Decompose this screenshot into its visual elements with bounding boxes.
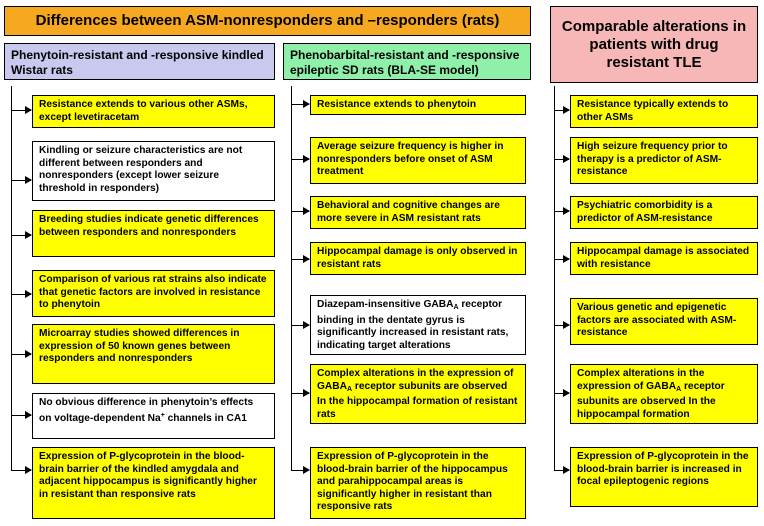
finding-box: High seizure frequency prior to therapy is a predictor of ASM-resistance: [570, 137, 758, 184]
finding-box: [310, 364, 526, 424]
finding-box: Breeding studies indicate genetic differences between responders and nonresponders: [32, 210, 275, 257]
arrow: [291, 393, 309, 394]
arrow: [554, 470, 569, 471]
finding-box: Comparison of various rat strains also indicate that genetic factors are involved in resistance to phenytoin: [32, 270, 275, 317]
box-text: Diazepam-insensitive GABA: [317, 299, 454, 310]
box-text: No obvious difference in phenytoin’s effects on voltage-dependent Na: [39, 397, 254, 424]
finding-box: Behavioral and cognitive changes are more severe in ASM resistant rats: [310, 196, 526, 229]
finding-box: Expression of P-glycoprotein in the blood-brain barrier of the kindled amygdala and adjacent hippocampus is significantly higher in resistant than responsive rats: [32, 447, 275, 519]
finding-box: Various genetic and epigenetic factors are associated with ASM-resistance: [570, 298, 758, 345]
column3-connector-line: [554, 86, 555, 470]
arrow: [11, 110, 31, 111]
right-title-text: Comparable alterations in patients with drug resistant TLE: [561, 17, 747, 71]
arrow: [291, 259, 309, 260]
finding-box: Resistance typically extends to other ASMs: [570, 95, 758, 128]
arrow: [554, 159, 569, 160]
box-text: receptor subunits are observed In the hippocampal formation: [577, 380, 725, 420]
finding-box: [570, 364, 758, 424]
box-text-sub: A: [676, 385, 682, 393]
finding-box: Psychiatric comorbidity is a predictor of ASM-resistance: [570, 196, 758, 229]
finding-box: Hippocampal damage is only observed in resistant rats: [310, 242, 526, 275]
arrow: [554, 393, 569, 394]
finding-box: Expression of P-glycoprotein in the blood-brain barrier is increased in focal epileptogenic regions: [570, 447, 758, 507]
arrow: [11, 235, 31, 236]
finding-box: Average seizure frequency is higher in nonresponders before onset of ASM treatment: [310, 137, 526, 184]
column2-connector-line: [291, 86, 292, 470]
box-text: receptor subunits are observed In the hippocampal formation of resistant rats: [317, 380, 518, 420]
arrow: [11, 354, 31, 355]
arrow: [11, 294, 31, 295]
arrow: [554, 259, 569, 260]
arrow: [554, 325, 569, 326]
arrow: [554, 110, 569, 111]
finding-box: Resistance extends to various other ASMs, except levetiracetam: [32, 95, 275, 128]
arrow: [291, 211, 309, 212]
finding-box: Expression of P-glycoprotein in the blood-brain barrier of the hippocampus and parahippocampal areas is significantly higher in resistant than responsive rats: [310, 447, 526, 519]
arrow: [554, 211, 569, 212]
arrow: [11, 470, 31, 471]
arrow: [291, 159, 309, 160]
arrow: [11, 415, 31, 416]
box-text: receptor binding in the dentate gyrus is significantly increased in resistant rats, indicating target alterations: [317, 299, 509, 351]
box-text-sub: A: [453, 304, 459, 311]
arrow: [291, 470, 309, 471]
column-header-phenobarbital: Phenobarbital-resistant and -responsive epileptic SD rats (BLA-SE model): [283, 43, 531, 80]
arrow: [291, 325, 309, 326]
box-text: Complex alterations in the expression of GABA: [577, 368, 705, 392]
finding-box: Microarray studies showed differences in expression of 50 known genes between responders and nonresponders: [32, 324, 275, 384]
finding-box: Resistance extends to phenytoin: [310, 95, 526, 115]
finding-box: Kindling or seizure characteristics are not different between responders and nonresponders (except lower seizure threshold in responders): [32, 141, 275, 201]
finding-box: [32, 393, 275, 439]
box-text-sub: A: [347, 385, 353, 393]
arrow: [291, 104, 309, 105]
box-text: Complex alterations in the expression of GABA: [317, 368, 514, 392]
main-title: Differences between ASM-nonresponders and –responders (rats): [4, 6, 531, 36]
column-header-phenytoin: Phenytoin-resistant and -responsive kindled Wistar rats: [4, 43, 275, 80]
box-text: channels in CA1: [164, 412, 247, 424]
finding-box: [310, 295, 526, 355]
right-title: [550, 6, 758, 83]
finding-box: Hippocampal damage is associated with resistance: [570, 242, 758, 275]
box-text-sup: +: [160, 411, 165, 419]
arrow: [11, 180, 31, 181]
column1-connector-line: [11, 86, 12, 470]
